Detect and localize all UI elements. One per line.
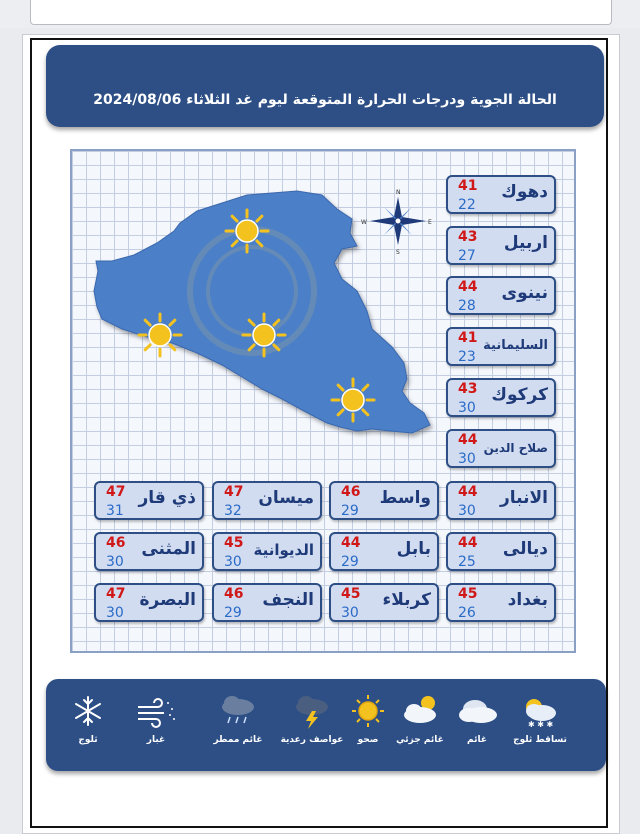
compass-e: E <box>428 219 432 226</box>
city-card: النجف 46 29 <box>212 583 322 622</box>
legend-item: ثلوج <box>48 679 128 771</box>
compass-w: W <box>361 219 367 226</box>
sun-icon <box>243 314 285 356</box>
rain-cloud-icon <box>214 693 262 729</box>
legend-bar <box>46 679 606 771</box>
snow-shower-icon <box>516 693 564 729</box>
title-banner <box>46 45 604 127</box>
sun-icon <box>332 379 374 421</box>
city-card: صلاح الدين 44 30 <box>446 429 556 468</box>
legend-item: عواصف رعدية <box>272 679 352 771</box>
compass-rose <box>361 189 432 256</box>
sun-icon <box>139 314 181 356</box>
top-bar <box>0 0 640 28</box>
svg-text:✱ ✱ ✱: ✱ ✱ ✱ <box>528 720 554 729</box>
city-card: الانبار 44 30 <box>446 481 556 520</box>
city-card: بغداد 45 26 <box>446 583 556 622</box>
city-card: الديوانية 45 30 <box>212 532 322 571</box>
city-card: دهوك 41 22 <box>446 175 556 214</box>
city-card: كركوك 43 30 <box>446 378 556 417</box>
city-card: المثنى 46 30 <box>94 532 204 571</box>
legend-item: غائم <box>437 679 517 771</box>
map-panel <box>70 149 576 653</box>
city-card: واسط 46 29 <box>329 481 439 520</box>
city-card: السليمانية 41 23 <box>446 327 556 366</box>
legend-item: صحو <box>328 679 408 771</box>
city-card: بابل 44 29 <box>329 532 439 571</box>
city-card: ميسان 47 32 <box>212 481 322 520</box>
city-card: اربيل 43 27 <box>446 226 556 265</box>
compass-s: S <box>396 249 400 256</box>
dust-icon <box>132 693 180 729</box>
snowflake-icon <box>64 693 112 729</box>
legend-item: غائم جزئي <box>380 679 460 771</box>
city-card: ديالى 44 25 <box>446 532 556 571</box>
city-card: كربلاء 45 30 <box>329 583 439 622</box>
page-title: الحالة الجوية ودرجات الحرارة المتوقعة ليوم غد الثلاثاء 2024/08/06 <box>93 92 557 108</box>
city-card: ذي قار 47 31 <box>94 481 204 520</box>
city-card: البصرة 47 30 <box>94 583 204 622</box>
city-card: نينوى 44 28 <box>446 276 556 315</box>
legend-item: غبار <box>116 679 196 771</box>
legend-item: غائم ممطر <box>198 679 278 771</box>
legend-item: ✱ ✱ ✱ تساقط ثلوج <box>500 679 580 771</box>
sun-icon <box>226 210 268 252</box>
cloudy-icon <box>453 693 501 729</box>
previous-card-edge <box>30 0 612 25</box>
thunderstorm-icon <box>288 693 336 729</box>
compass-n: N <box>396 189 401 196</box>
